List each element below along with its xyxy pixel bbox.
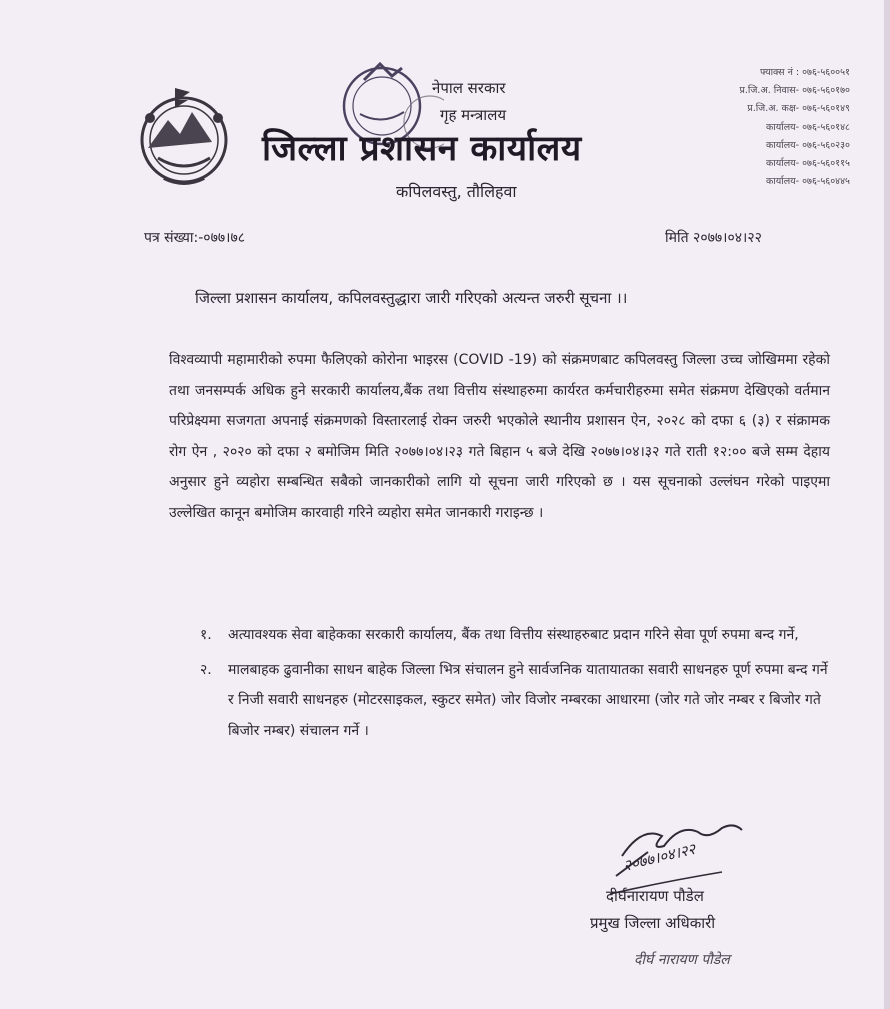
directive-text: अत्यावश्यक सेवा बाहेकका सरकारी कार्यालय, बैंक तथा वित्तीय संस्थाहरुबाट प्रदान गरिने सेवा पूर्ण रुपमा बन्द गर्ने, <box>228 627 799 643</box>
directive-item <box>200 655 832 747</box>
signature-date: २०७७।०४।२२ <box>621 839 698 876</box>
nepal-emblem-icon <box>128 82 240 192</box>
ministry-name: गृह मन्त्रालय <box>440 106 507 124</box>
contact-office-3: कार्यालय- ०७६-५६०११५ <box>765 158 850 170</box>
directive-number: २. <box>200 661 212 678</box>
notice-body: विश्वव्यापी महामारीको रुपमा फैलिएको कोरोना भाइरस (COVID -19) को संक्रमणबाट कपिलवस्तु जिल्ला उच्च जोखिममा रहेको तथा जनसम्पर्क अधिक हुने सरकारी कार्यालय,बैंक तथा वित्तीय संस्थाहरुमा कार्यरत कर्मचारीहरुमा समेत संक्रमण देखिएको वर्तमान परिप्रेक्ष्यमा सजगता अपनाई संक्रमणको विस्तारलाई रोक्न जरुरी भएकोले स्थानीय प्रशासन ऐन, २०२८ को दफा ६ (३) र संक्रामक रोग ऐन , २०२० को दफा २ बमोजिम मिति २०७७।०४।२३ गते बिहान ५ बजे देखि २०७७।०४।३२ गते राती १२:०० बजे सम्म देहाय अनुसार हुने व्यहोरा सम्बन्धित सबैको जानकारीको लागि यो सूचना जारी गरिएको छ । यस सूचनाको उल्लंघन गरेको पाइएमा उल्लेखित कानून बमोजिम कारवाही गरिने व्यहोरा समेत जानकारी गराइन्छ । <box>169 352 830 521</box>
name-stamp: दीर्घ नारायण पौडेल <box>634 952 730 968</box>
directive-list <box>200 620 832 750</box>
government-name: नेपाल सरकार <box>432 79 506 97</box>
contact-office-1: कार्यालय- ०७६-५६०१४८ <box>765 121 850 133</box>
signer-title: प्रमुख जिल्ला अधिकारी <box>590 914 716 932</box>
contact-residence: प्र.जि.अ. निवास- ०७६-५६०१७० <box>739 85 850 97</box>
page-edge <box>884 0 890 1009</box>
contact-office-4: कार्यालय- ०७६-५६०४४५ <box>765 176 850 188</box>
directive-text: मालबाहक ढुवानीका साधन बाहेक जिल्ला भित्र संचालन हुने सार्वजनिक यातायातका सवारी साधनहरु पूर्ण रुपमा बन्द गर्ने र निजी सवारी साधनहरु (मोटरसाइकल, स्कुटर समेत) जोर विजोर नम्बरका आधारमा (जोर गते जोर नम्बर र बिजोर गते बिजोर नम्बर) संचालन गर्ने । <box>228 661 828 739</box>
contact-office-2: कार्यालय- ०७६-५६०२३० <box>765 139 850 151</box>
contact-fax: फ्याक्स नं : ०७६-५६००५१ <box>759 67 850 78</box>
office-title: जिल्ला प्रशासन कार्यालय <box>262 129 582 169</box>
directive-number: १. <box>200 627 212 643</box>
contact-chamber: प्र.जि.अ. कक्ष- ०७६-५६०१४९ <box>747 103 850 115</box>
signer-name: दीर्घनारायण पौडेल <box>606 887 704 905</box>
reference-number: पत्र संख्या:-०७७।७८ <box>144 230 246 246</box>
office-address: कपिलवस्तु, तौलिहवा <box>396 182 517 201</box>
notice-subject: जिल्ला प्रशासन कार्यालय, कपिलवस्तुद्धारा जारी गरिएको अत्यन्त जरुरी सूचना ।। <box>195 289 628 307</box>
contact-list <box>656 64 850 191</box>
signature-icon <box>602 806 792 896</box>
letter-date: मिति २०७७।०४।२२ <box>665 230 762 246</box>
directive-item <box>200 620 832 651</box>
